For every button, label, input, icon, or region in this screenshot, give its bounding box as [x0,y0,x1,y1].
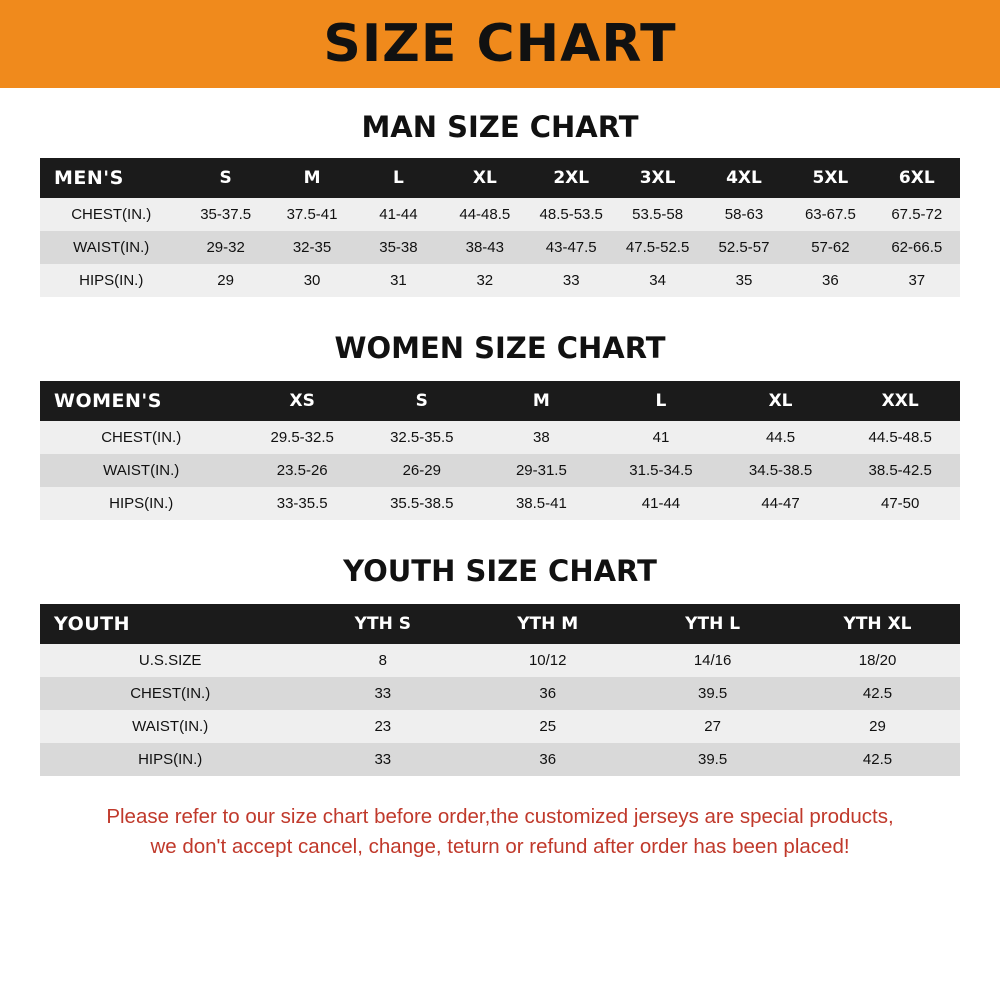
table-cell: 35-38 [355,231,441,264]
table-cell: 67.5-72 [874,198,960,231]
table-cell: 36 [465,677,630,710]
row-label: WAIST(IN.) [40,454,242,487]
table-cell: 41-44 [355,198,441,231]
column-header: YOUTH [40,604,300,644]
table-cell: 35-37.5 [182,198,268,231]
table-cell: 57-62 [787,231,873,264]
table-cell: 18/20 [795,644,960,677]
row-label: WAIST(IN.) [40,710,300,743]
table-cell: 34.5-38.5 [721,454,841,487]
table-cell: 33 [300,677,465,710]
table-cell: 26-29 [362,454,482,487]
table-cell: 38 [482,421,602,454]
table-cell: 38.5-42.5 [840,454,960,487]
table-cell: 37 [874,264,960,297]
footer-disclaimer [0,802,1000,861]
row-label: U.S.SIZE [40,644,300,677]
table-cell: 35.5-38.5 [362,487,482,520]
table-cell: 47-50 [840,487,960,520]
youth-size-table [40,604,960,776]
column-header: S [362,381,482,421]
table-header-row [40,381,960,421]
table-cell: 42.5 [795,743,960,776]
table-cell: 38.5-41 [482,487,602,520]
table-cell: 27 [630,710,795,743]
table-cell: 30 [269,264,355,297]
column-header: XS [242,381,362,421]
row-label: HIPS(IN.) [40,264,182,297]
table-cell: 53.5-58 [614,198,700,231]
column-header: 6XL [874,158,960,198]
column-header: WOMEN'S [40,381,242,421]
column-header: M [269,158,355,198]
column-header: YTH S [300,604,465,644]
row-label: HIPS(IN.) [40,487,242,520]
table-cell: 44-48.5 [442,198,528,231]
table-cell: 52.5-57 [701,231,787,264]
column-header: 3XL [614,158,700,198]
table-cell: 37.5-41 [269,198,355,231]
table-cell: 35 [701,264,787,297]
youth-size-section [0,554,1000,776]
column-header: M [482,381,602,421]
column-header: 4XL [701,158,787,198]
row-label: CHEST(IN.) [40,421,242,454]
column-header: XL [442,158,528,198]
women-size-section [0,331,1000,520]
table-cell: 29-32 [182,231,268,264]
table-cell: 23.5-26 [242,454,362,487]
table-cell: 33 [300,743,465,776]
table-cell: 8 [300,644,465,677]
row-label: HIPS(IN.) [40,743,300,776]
table-cell: 33-35.5 [242,487,362,520]
table-cell: 31 [355,264,441,297]
table-cell: 44-47 [721,487,841,520]
row-label: WAIST(IN.) [40,231,182,264]
table-cell: 36 [465,743,630,776]
table-row [40,198,960,231]
table-row [40,421,960,454]
table-row [40,710,960,743]
table-cell: 39.5 [630,677,795,710]
men-size-table [40,158,960,297]
table-cell: 63-67.5 [787,198,873,231]
table-cell: 29.5-32.5 [242,421,362,454]
page-title: SIZE CHART [323,14,677,74]
table-row [40,264,960,297]
table-cell: 44.5 [721,421,841,454]
table-cell: 47.5-52.5 [614,231,700,264]
table-cell: 62-66.5 [874,231,960,264]
table-cell: 10/12 [465,644,630,677]
table-cell: 58-63 [701,198,787,231]
header-banner [0,0,1000,88]
table-cell: 29-31.5 [482,454,602,487]
table-row [40,677,960,710]
column-header: 2XL [528,158,614,198]
table-cell: 42.5 [795,677,960,710]
footer-line-1: Please refer to our size chart before order,the customized jerseys are special products, [106,805,894,828]
column-header: YTH XL [795,604,960,644]
table-cell: 32.5-35.5 [362,421,482,454]
table-cell: 33 [528,264,614,297]
column-header: MEN'S [40,158,182,198]
table-cell: 41-44 [601,487,721,520]
table-cell: 14/16 [630,644,795,677]
table-cell: 31.5-34.5 [601,454,721,487]
table-cell: 32 [442,264,528,297]
men-size-section [0,110,1000,297]
table-cell: 38-43 [442,231,528,264]
table-row [40,231,960,264]
table-cell: 25 [465,710,630,743]
table-row [40,454,960,487]
column-header: L [355,158,441,198]
table-row [40,487,960,520]
table-cell: 48.5-53.5 [528,198,614,231]
column-header: L [601,381,721,421]
table-cell: 36 [787,264,873,297]
footer-line-2: we don't accept cancel, change, teturn or refund after order has been placed! [150,834,850,858]
column-header: S [182,158,268,198]
column-header: XXL [840,381,960,421]
table-cell: 34 [614,264,700,297]
table-cell: 41 [601,421,721,454]
table-cell: 29 [795,710,960,743]
row-label: CHEST(IN.) [40,198,182,231]
table-cell: 32-35 [269,231,355,264]
women-section-title: WOMEN SIZE CHART [334,331,666,365]
column-header: XL [721,381,841,421]
column-header: YTH M [465,604,630,644]
table-row [40,743,960,776]
column-header: 5XL [787,158,873,198]
column-header: YTH L [630,604,795,644]
table-cell: 23 [300,710,465,743]
youth-section-title: YOUTH SIZE CHART [343,554,657,588]
table-row [40,644,960,677]
row-label: CHEST(IN.) [40,677,300,710]
table-header-row [40,158,960,198]
women-size-table [40,381,960,520]
men-section-title: MAN SIZE CHART [361,110,639,144]
table-cell: 44.5-48.5 [840,421,960,454]
table-header-row [40,604,960,644]
table-cell: 43-47.5 [528,231,614,264]
table-cell: 29 [182,264,268,297]
table-cell: 39.5 [630,743,795,776]
